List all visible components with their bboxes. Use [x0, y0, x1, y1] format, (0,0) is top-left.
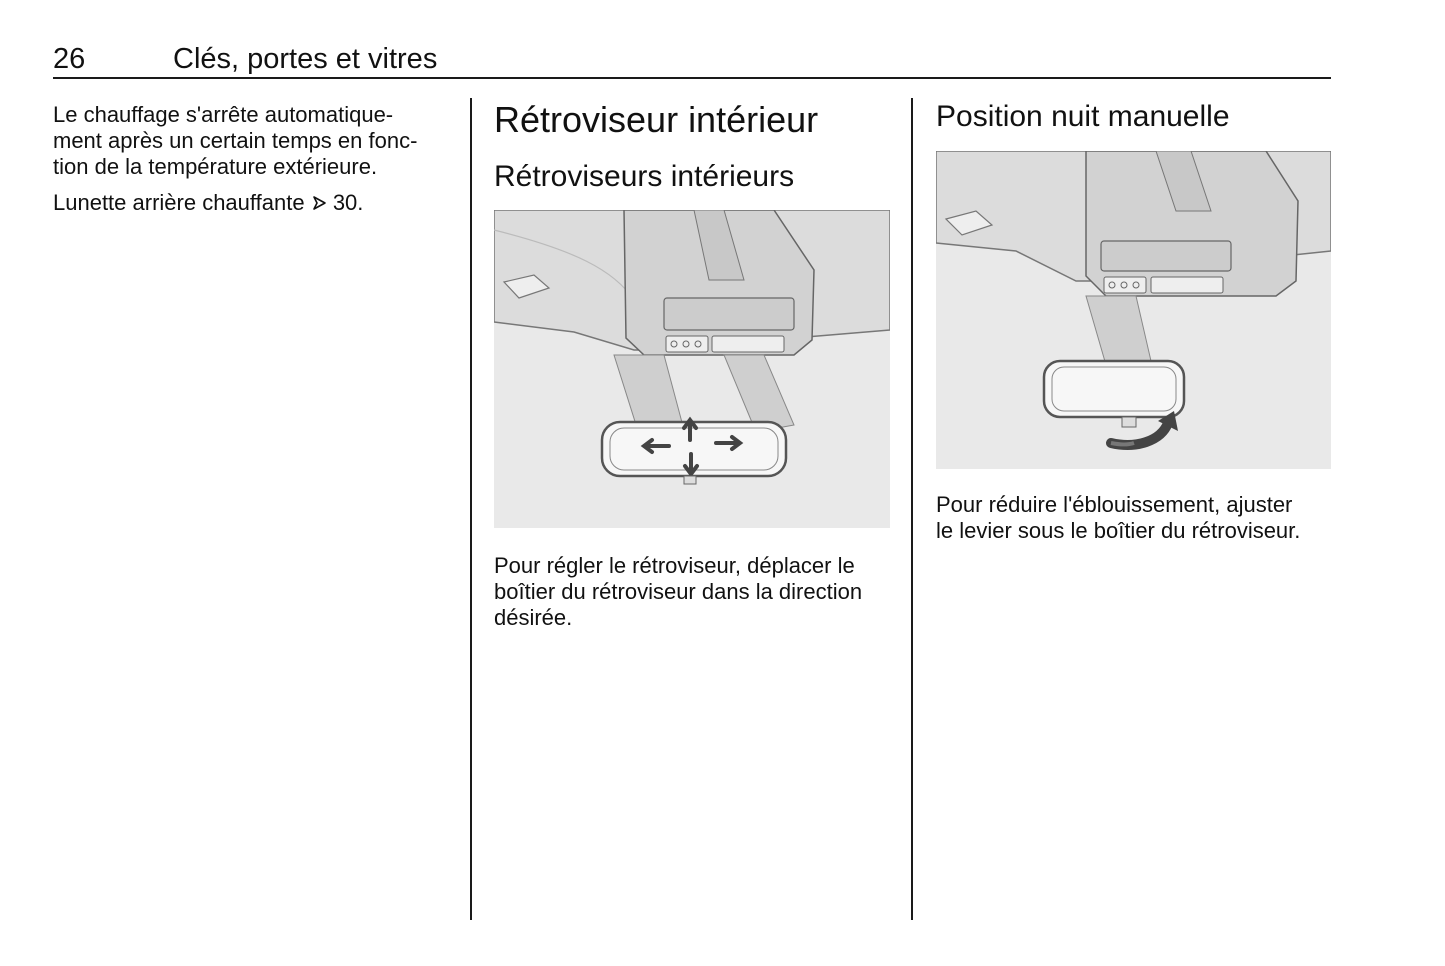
mirror-night-figure [936, 151, 1331, 469]
column-divider-left [470, 98, 472, 920]
subsection-title: Rétroviseurs intérieurs [494, 160, 795, 193]
reference-arrow-icon [311, 191, 327, 217]
right-caption [936, 492, 1336, 544]
middle-caption [494, 553, 894, 631]
page-header [53, 40, 1331, 79]
reference-page[interactable]: 30. [332, 190, 364, 215]
middle-column [494, 100, 894, 194]
chapter-title: Clés, portes et vitres [173, 43, 438, 75]
paragraph-line: Le chauffage s'arrête automatique- [53, 102, 394, 127]
page-number: 26 [53, 43, 86, 75]
section-title: Rétroviseur intérieur [494, 99, 819, 140]
caption-line: le levier sous le boîtier du rétroviseur. [936, 518, 1301, 543]
column-divider-right [911, 98, 913, 920]
reference-text: Lunette arrière chauffante [53, 190, 305, 215]
interior-mirror-night-lever-illustration [936, 151, 1331, 469]
section-title: Position nuit manuelle [936, 100, 1230, 133]
interior-mirror-adjust-illustration [494, 210, 890, 528]
heating-auto-off-paragraph [53, 102, 453, 180]
caption-line: désirée. [494, 605, 573, 630]
left-column [53, 102, 453, 217]
mirror-night-caption [936, 492, 1336, 544]
caption-line: Pour régler le rétroviseur, déplacer le [494, 553, 855, 578]
rear-window-reference-paragraph [53, 190, 453, 217]
caption-line: boîtier du rétroviseur dans la direction [494, 579, 863, 604]
right-column [936, 100, 1336, 134]
mirror-adjust-figure [494, 210, 890, 528]
caption-line: Pour réduire l'éblouissement, ajuster [936, 492, 1293, 517]
paragraph-line: ment après un certain temps en fonc- [53, 128, 418, 153]
paragraph-line: tion de la température extérieure. [53, 154, 378, 179]
mirror-adjust-caption [494, 553, 894, 631]
